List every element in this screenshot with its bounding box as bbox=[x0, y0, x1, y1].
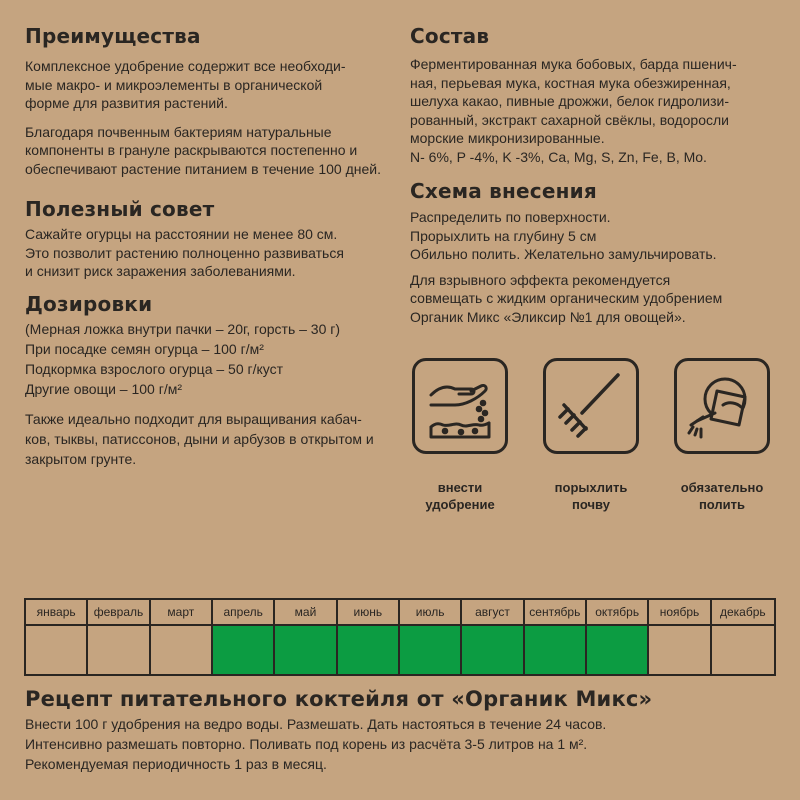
fertilize-label bbox=[395, 479, 525, 513]
label-line: обязательно bbox=[680, 480, 764, 495]
composition-title: Состав bbox=[410, 24, 490, 48]
month-cell bbox=[712, 626, 774, 674]
loosen-label bbox=[526, 479, 656, 513]
month-header: сентябрь bbox=[525, 600, 587, 626]
dosage-extra bbox=[25, 409, 383, 469]
application-calendar bbox=[24, 598, 776, 676]
text-line: ков, тыквы, патиссонов, дыни и арбузов в открытом и bbox=[25, 430, 374, 447]
month-cell-active bbox=[525, 626, 587, 674]
month-cell bbox=[151, 626, 213, 674]
label-line: полить bbox=[698, 497, 746, 512]
month-header: ноябрь bbox=[649, 600, 711, 626]
month-header: октябрь bbox=[587, 600, 649, 626]
month-cell bbox=[88, 626, 150, 674]
text-line: морские микронизированные. bbox=[410, 130, 605, 146]
advantages-text-1 bbox=[25, 57, 383, 113]
scheme-title: Схема внесения bbox=[410, 179, 597, 203]
month-cell bbox=[649, 626, 711, 674]
month-header: август bbox=[462, 600, 524, 626]
recipe-line: Рекомендуемая периодичность 1 раз в месяц. bbox=[25, 756, 327, 772]
text-line: Распределить по поверхности. bbox=[410, 209, 611, 225]
text-line: Для взрывного эффекта рекомендуется bbox=[410, 271, 671, 288]
watering-can-icon bbox=[674, 358, 770, 454]
month-cell-active bbox=[400, 626, 462, 674]
water-label bbox=[657, 479, 787, 513]
text-line: шелуха какао, пивные дрожжи, белок гидролизи- bbox=[410, 93, 730, 109]
tip-text bbox=[25, 225, 383, 281]
month-header: июнь bbox=[338, 600, 400, 626]
scheme-steps bbox=[410, 208, 780, 264]
scheme-note bbox=[410, 271, 780, 327]
label-line: удобрение bbox=[425, 497, 495, 512]
text-line: N- 6%, P -4%, K -3%, Ca, Mg, S, Zn, Fe, B, Mo. bbox=[410, 148, 707, 165]
text-line: форме для развития растений. bbox=[25, 95, 228, 111]
dosage-list bbox=[25, 319, 383, 399]
label-line: внести bbox=[437, 480, 483, 495]
label-line: порыхлить bbox=[554, 480, 628, 495]
text-line: мые макро- и микроэлементы в органической bbox=[25, 76, 323, 93]
text-line: закрытом грунте. bbox=[25, 450, 137, 467]
fertilizer-hand-icon bbox=[412, 358, 508, 454]
rake-icon bbox=[543, 358, 639, 454]
month-header: февраль bbox=[88, 600, 150, 626]
month-header: апрель bbox=[213, 600, 275, 626]
month-header: май bbox=[275, 600, 337, 626]
advantages-title: Преимущества bbox=[25, 24, 201, 48]
month-cell-active bbox=[462, 626, 524, 674]
text-line: рованный, экстракт сахарной свёклы, водоросли bbox=[410, 111, 729, 128]
recipe-title: Рецепт питательного коктейля от «Органик Микс» bbox=[25, 687, 653, 711]
text-line: Комплексное удобрение содержит все необходи- bbox=[25, 58, 346, 74]
text-line: и снизит риск заражения заболеваниями. bbox=[25, 263, 296, 279]
text-line: Также идеально подходит для выращивания кабач- bbox=[25, 410, 362, 427]
text-line: Прорыхлить на глубину 5 см bbox=[410, 227, 597, 244]
month-cell-active bbox=[213, 626, 275, 674]
dosage-item: Подкормка взрослого огурца – 50 г/куст bbox=[25, 360, 284, 377]
recipe-line: Внести 100 г удобрения на ведро воды. Размешать. Дать настояться в течение 24 часов. bbox=[25, 716, 607, 732]
left-column bbox=[25, 24, 383, 469]
month-cell-active bbox=[275, 626, 337, 674]
text-line: обеспечивают растение питанием в течение 100 дней. bbox=[25, 160, 382, 177]
text-line: ная, перьевая мука, костная мука обезжиренная, bbox=[410, 74, 731, 91]
dosage-item: При посадке семян огурца – 100 г/м² bbox=[25, 340, 264, 357]
advantages-text-2 bbox=[25, 123, 383, 179]
text-line: Ферментированная мука бобовых, барда пшенич- bbox=[410, 56, 737, 72]
text-line: совмещать с жидким органическим удобрением bbox=[410, 290, 723, 306]
month-cell-active bbox=[338, 626, 400, 674]
month-cell bbox=[26, 626, 88, 674]
label-line: почву bbox=[572, 497, 610, 512]
month-header: март bbox=[151, 600, 213, 626]
right-column bbox=[410, 24, 780, 326]
text-line: Сажайте огурцы на расстоянии не менее 80 см. bbox=[25, 226, 338, 242]
dosage-title: Дозировки bbox=[25, 291, 153, 316]
dosage-item: Другие овощи – 100 г/м² bbox=[25, 380, 183, 397]
month-header: декабрь bbox=[712, 600, 774, 626]
text-line: Органик Микс «Эликсир №1 для овощей». bbox=[410, 308, 686, 325]
text-line: компоненты в грануле раскрываются постепенно и bbox=[25, 142, 358, 158]
tip-title: Полезный совет bbox=[25, 197, 215, 221]
text-line: Это позволит растению полноценно развиваться bbox=[25, 244, 344, 261]
month-header: июль bbox=[400, 600, 462, 626]
month-header: январь bbox=[26, 600, 88, 626]
recipe-section bbox=[25, 687, 785, 774]
text-line: Благодаря почвенным бактериям натуральные bbox=[25, 123, 332, 140]
composition-text bbox=[410, 55, 780, 166]
dosage-item: (Мерная ложка внутри пачки – 20г, горсть – 30 г) bbox=[25, 320, 341, 337]
recipe-line: Интенсивно размешать повторно. Поливать под корень из расчёта 3-5 литров на 1 м². bbox=[25, 736, 588, 752]
text-line: Обильно полить. Желательно замульчировать. bbox=[410, 246, 717, 262]
month-cell-active bbox=[587, 626, 649, 674]
application-steps-icons bbox=[412, 358, 774, 518]
